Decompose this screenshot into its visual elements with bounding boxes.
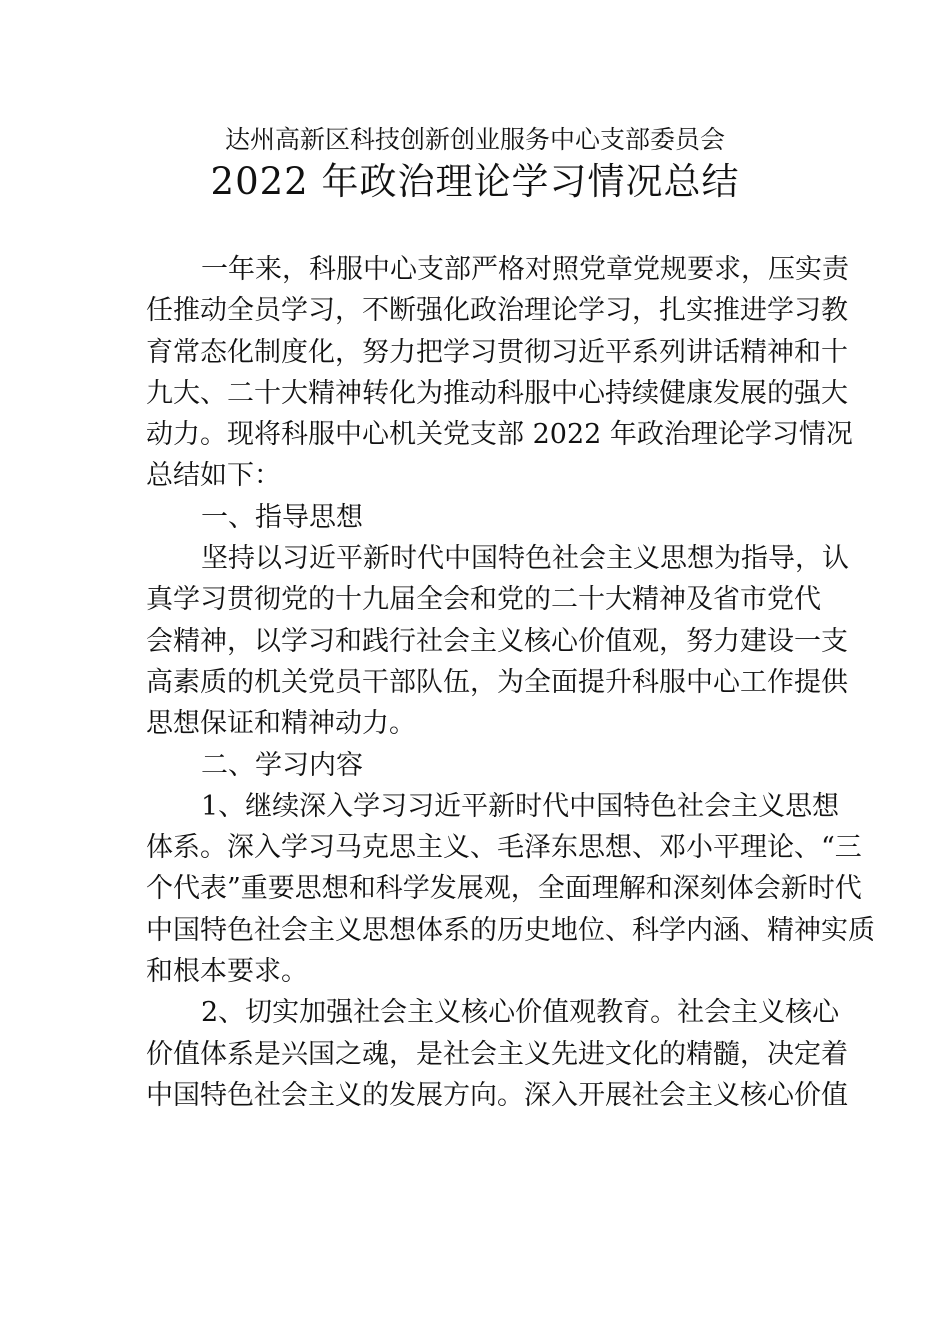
paragraph-line: 坚持以习近平新时代中国特色社会主义思想为指导，认	[201, 543, 849, 575]
paragraph-line: 会精神，以学习和践行社会主义核心价值观，努力建设一支	[146, 625, 848, 657]
paragraph-line: 中国特色社会主义思想体系的历史地位、科学内涵、精神实质	[146, 914, 875, 946]
paragraph-line: 育常态化制度化，努力把学习贯彻习近平系列讲话精神和十	[146, 336, 848, 368]
paragraph-line: 个代表”重要思想和科学发展观，全面理解和深刻体会新时代	[146, 873, 862, 905]
paragraph-line: 总结如下：	[146, 460, 281, 492]
paragraph-line: 中国特色社会主义的发展方向。深入开展社会主义核心价值	[146, 1079, 848, 1111]
document-subtitle: 达州高新区科技创新创业服务中心支部委员会	[224, 125, 725, 154]
paragraph-line: 和根本要求。	[146, 956, 308, 988]
paragraph	[146, 538, 849, 744]
paragraph-line: 二、学习内容	[201, 749, 363, 781]
paragraph-line: 一年来，科服中心支部严格对照党章党规要求，压实责	[201, 254, 849, 285]
paragraph-line: 思想保证和精神动力。	[146, 708, 416, 740]
paragraph-line: 九大、二十大精神转化为推动科服中心持续健康发展的强大	[146, 377, 848, 409]
paragraph-line: 高素质的机关党员干部队伍，为全面提升科服中心工作提供	[146, 666, 848, 698]
document-title: 2022 年政治理论学习情况总结	[210, 160, 740, 203]
paragraph-line: 体系。深入学习马克思主义、毛泽东思想、邓小平理论、“三	[146, 832, 862, 864]
paragraph	[146, 786, 875, 992]
paragraph-line: 2、切实加强社会主义核心价值观教育。社会主义核心	[201, 997, 840, 1029]
paragraph-line: 一、指导思想	[201, 501, 363, 533]
document-body	[146, 249, 875, 1116]
paragraph	[146, 249, 853, 497]
paragraph-line: 1、继续深入学习习近平新时代中国特色社会主义思想	[201, 790, 840, 822]
paragraph-line: 动力。现将科服中心机关党支部 2022 年政治理论学习情况	[146, 419, 853, 451]
paragraph-line: 价值体系是兴国之魂，是社会主义先进文化的精髓，决定着	[146, 1038, 848, 1070]
paragraph-line: 任推动全员学习，不断强化政治理论学习，扎实推进学习教	[146, 295, 848, 327]
paragraph-line: 真学习贯彻党的十九届全会和党的二十大精神及省市党代	[146, 584, 821, 616]
paragraph	[146, 497, 808, 538]
paragraph	[146, 745, 808, 786]
paragraph	[146, 992, 848, 1116]
